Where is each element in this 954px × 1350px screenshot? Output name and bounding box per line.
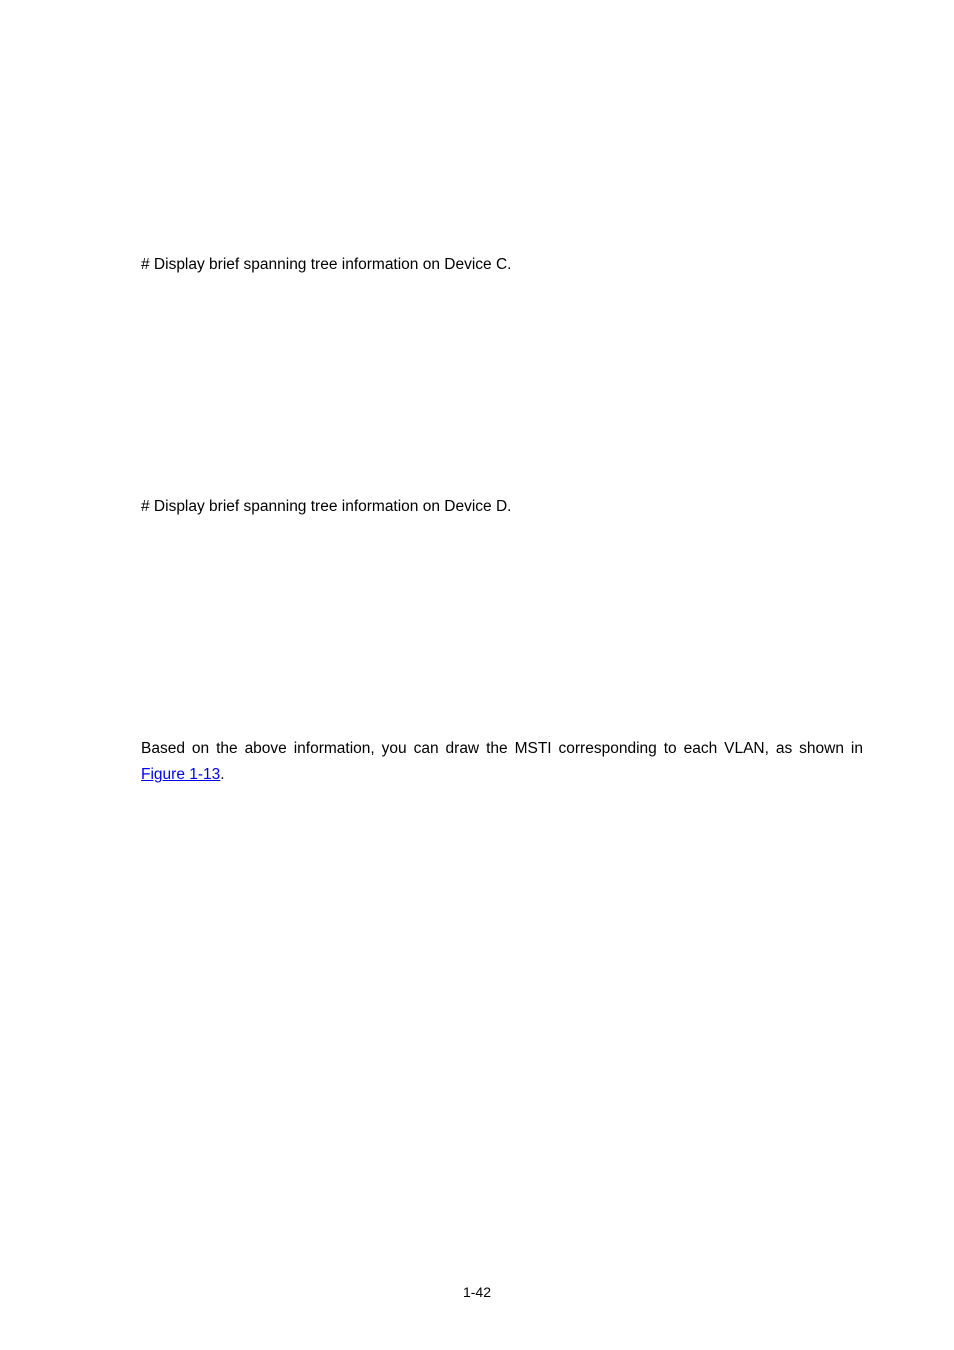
instruction-device-d: # Display brief spanning tree information on Device D. bbox=[141, 498, 512, 515]
instruction-device-c: # Display brief spanning tree information on Device C. bbox=[141, 256, 512, 273]
summary-paragraph bbox=[141, 736, 863, 788]
figure-link[interactable]: Figure 1-13 bbox=[141, 766, 221, 783]
summary-text-after: . bbox=[220, 766, 225, 783]
page-number: 1-42 bbox=[462, 1284, 492, 1300]
summary-text-before: Based on the above information, you can draw the MSTI corresponding to each VLAN, as shown in bbox=[141, 740, 863, 757]
